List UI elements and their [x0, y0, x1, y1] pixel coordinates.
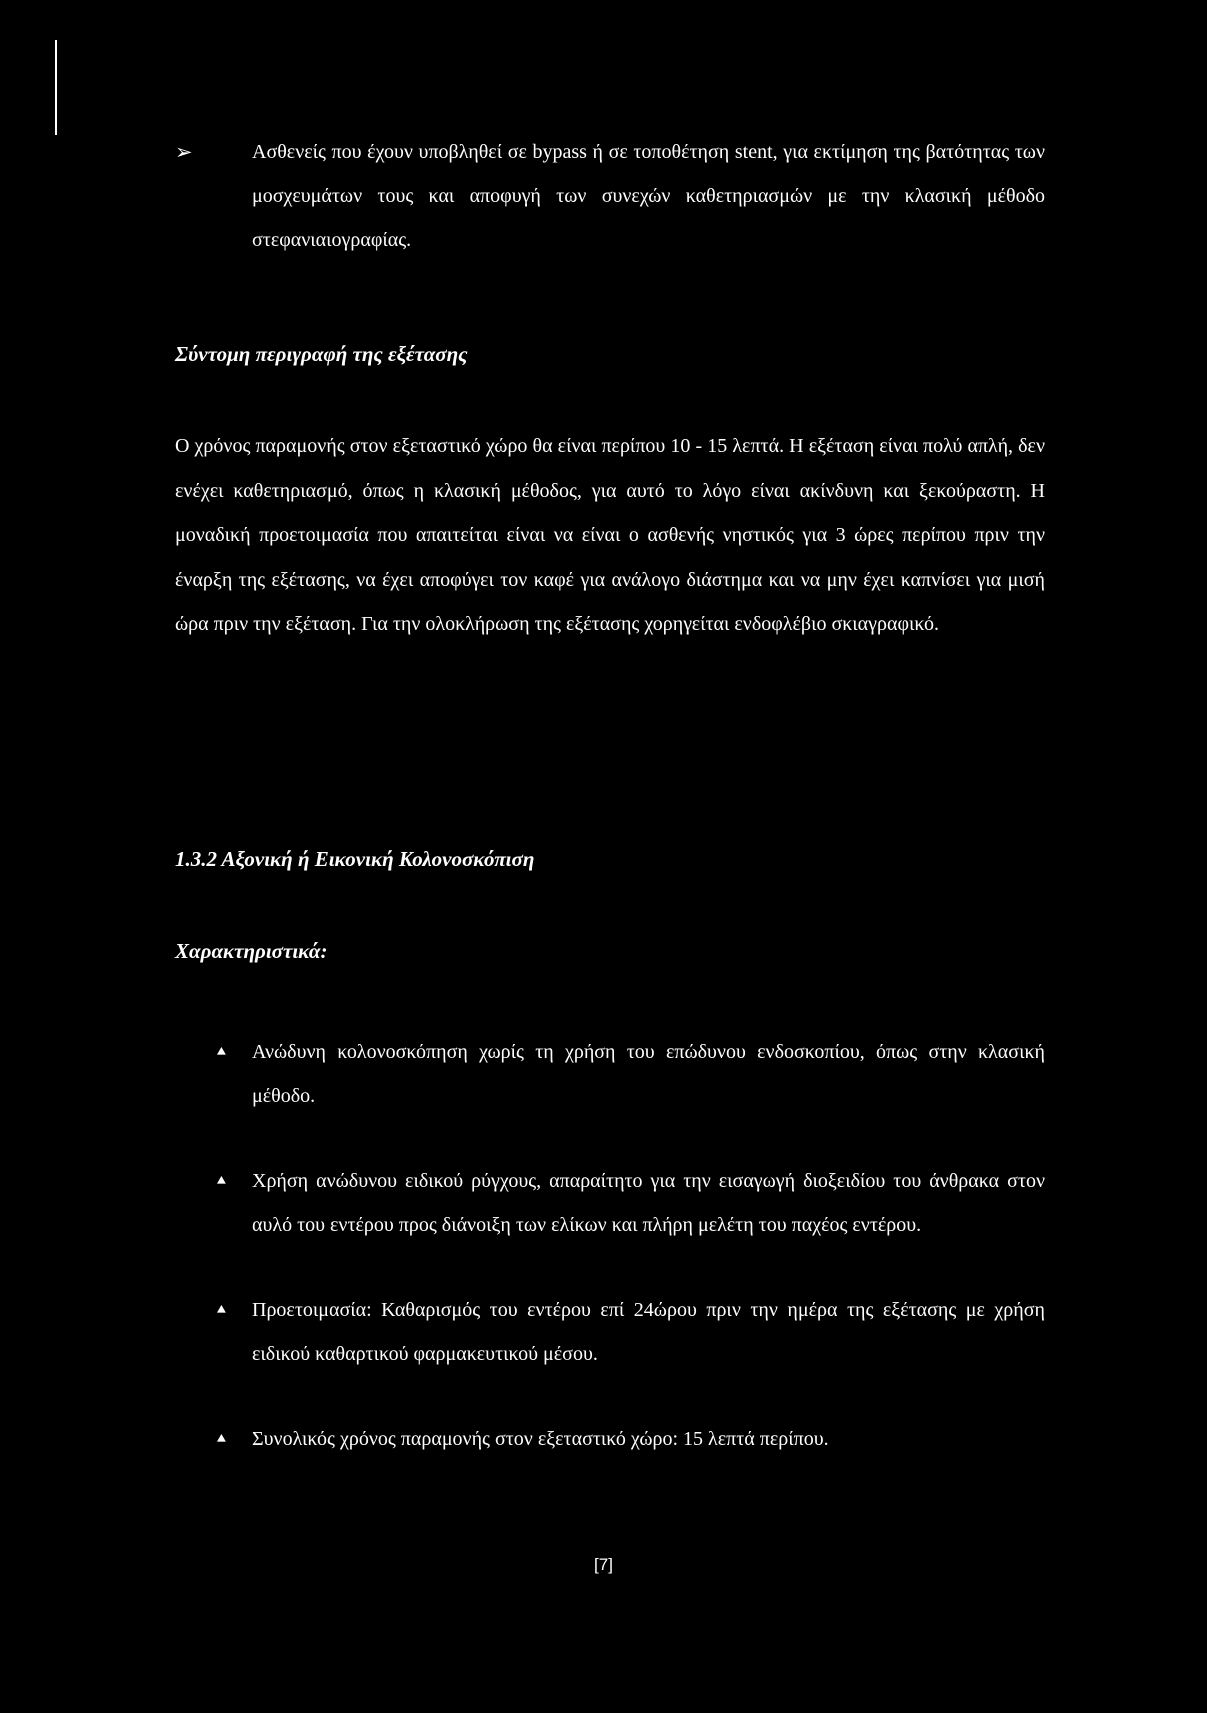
features-heading: Χαρακτηριστικά:	[175, 939, 328, 963]
arrow-up-bullet-icon: ⯅	[215, 1429, 228, 1448]
subsection-heading: 1.3.2 Αξονική ή Εικονική Κολονοσκόπιση	[175, 847, 535, 871]
arrow-up-bullet-icon: ⯅	[215, 1171, 228, 1190]
list-item-text: Προετοιμασία: Καθαρισμός του εντέρου επί 24ώρου πριν την ημέρα της εξέτασης με χρήση ειδικού καθαρτικού φαρμακευτικού μέσου.	[252, 1299, 1045, 1365]
intro-bullet	[175, 130, 1045, 262]
section-paragraph: Ο χρόνος παραμονής στον εξεταστικό χώρο θα είναι περίπου 10 - 15 λεπτά. Η εξέταση είναι πολύ απλή, δεν ενέχει καθετηριασμό, όπως η κλασική μέθοδος, για αυτό το λόγο είναι ακίνδυνη και ξεκούραστη. Η μοναδική προετοιμασία που απαιτείται είναι να είναι ο ασθενής νηστικός για 3 ώρες περίπου πριν την έναρξη της εξέτασης, να έχει αποφύγει τον καφέ για ανάλογο διάστημα και να μην έχει καπνίσει για μισή ώρα πριν την εξέταση. Για την ολοκλήρωση της εξέτασης χορηγείται ενδοφλέβιο σκιαγραφικό.	[175, 435, 1045, 635]
arrow-up-bullet-icon: ⯅	[215, 1042, 228, 1061]
section-heading: Σύντομη περιγραφή της εξέτασης	[175, 342, 468, 366]
margin-rule	[55, 40, 57, 135]
page-number: [7]	[594, 1555, 613, 1574]
list-item	[175, 1030, 1045, 1118]
list-item	[175, 1288, 1045, 1376]
list-item	[175, 1159, 1045, 1247]
list-item-text: Συνολικός χρόνος παραμονής στον εξεταστικό χώρο: 15 λεπτά περίπου.	[252, 1428, 829, 1450]
list-item-text: Χρήση ανώδυνου ειδικού ρύγχους, απαραίτητο για την εισαγωγή διοξειδίου του άνθρακα στον αυλό του εντέρου προς διάνοιξη των ελίκων και πλήρη μελέτη του παχέος εντέρου.	[252, 1170, 1045, 1236]
feature-list	[175, 1030, 1045, 1461]
intro-bullet-text: Ασθενείς που έχουν υποβληθεί σε bypass ή σε τοποθέτηση stent, για εκτίμηση της βατότητας των μοσχευμάτων τους και αποφυγή των συνεχών καθετηριασμών με την κλασική μέθοδο στεφανιαιογραφίας.	[252, 141, 1045, 251]
arrow-up-bullet-icon: ⯅	[215, 1300, 228, 1319]
list-item	[175, 1417, 1045, 1461]
arrow-bullet-icon: ➢	[175, 140, 193, 164]
list-item-text: Ανώδυνη κολονοσκόπηση χωρίς τη χρήση του επώδυνου ενδοσκοπίου, όπως στην κλασική μέθοδο.	[252, 1041, 1045, 1107]
